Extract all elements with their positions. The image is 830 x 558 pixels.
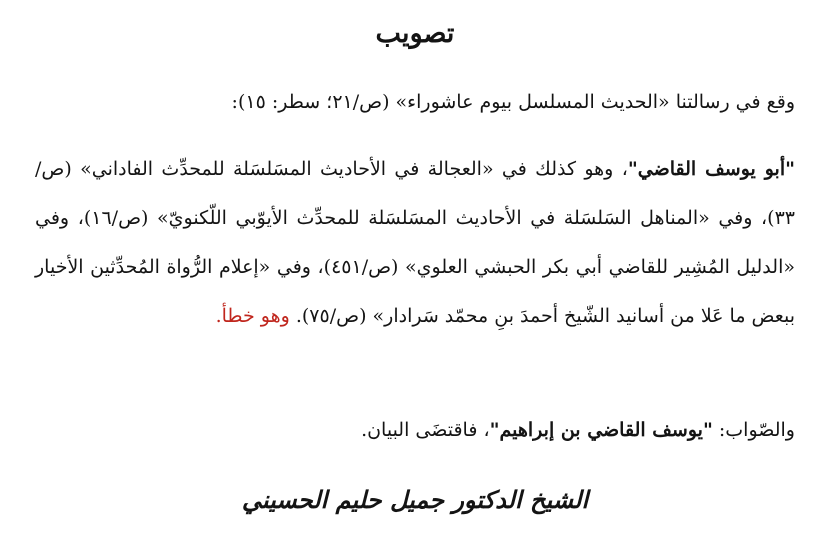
intro-line: وقع في رسالتنا «الحديث المسلسل بيوم عاشوراء» (ص/٢١؛ سطر: ١٥):	[231, 91, 795, 113]
correction-prefix: والصّواب:	[712, 419, 795, 441]
paragraph-text: ، وهو كذلك في «العجالة في الأحاديث المسَلسَلة للمحدِّث الفاداني» (ص/٣٣)، وفي «المناهل السَلسَلة في الأحاديث المسَلسَلة للمحدِّث الأيوّبي اللّكنويّ» (ص/١٦)، وفي «الدليل المُشِير للقاضي أبي بكر الحبشي العلوي» (ص/٤٥١)، وفي «إعلام الرُّواة المُحدِّثين الأخيار ببعض ما عَلا من أسانيد الشّيخ أحمدَ بنِ محمّد سَرادار» (ص/٧٥).	[35, 158, 795, 327]
correct-name: "يوسف القاضي بن إبراهيم"	[489, 419, 713, 441]
correction-suffix: ، فاقتضَى البيان.	[361, 419, 490, 441]
error-note-end: .	[215, 305, 222, 327]
quoted-name: "أبو يوسف القاضي"	[627, 158, 795, 180]
signature: الشيخ الدكتور جميل حليم الحسيني	[241, 485, 589, 514]
body-paragraph	[35, 145, 795, 341]
page-title: تصويب	[375, 18, 455, 49]
error-note: وهو خطأ	[221, 305, 290, 327]
correction-line	[35, 412, 795, 448]
